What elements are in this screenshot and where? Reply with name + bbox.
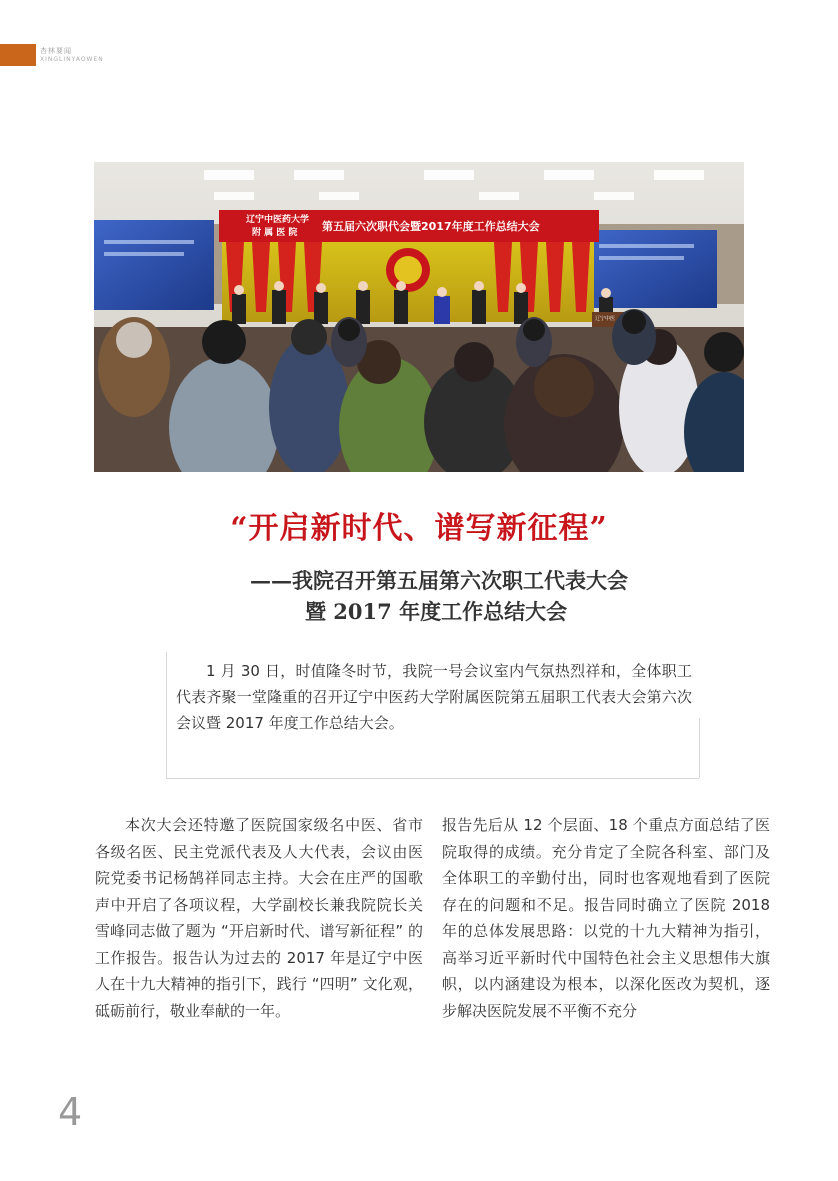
body-column-left: 本次大会还特邀了医院国家级名中医、省市各级名医、民主党派代表及人大代表，会议由医院党委书记杨鹄祥同志主持。大会在庄严的国歌声中开启了各项议程，大学副校长兼我院院长关雪峰同志做了题为 “开启新时代、谱写新征程” 的工作报告。报告认为过去的 2017 年是辽宁中医人在十九大精神的指引下，践行 “四明” 文化观，砥砺前行，敬业奉献的一年。 — [95, 816, 423, 1020]
article-intro: 1 月 30 日，时值隆冬时节，我院一号会议室内气氛热烈祥和，全体职工代表齐聚一堂隆重的召开辽宁中医药大学附属医院第五届职工代表大会第六次会议暨 2017 年度工作总结大会。 — [176, 662, 692, 732]
podium-label: 辽宁中医 — [595, 316, 616, 322]
body-column-right: 报告先后从 12 个层面、18 个重点方面总结了医院取得的成绩。充分肯定了全院各科室、部门及全体职工的辛勤付出，同时也客观地看到了医院存在的问题和不足。报告同时确立了医院 2018 年的总体发展思路：以党的十九大精神为指引，高举习近平新时代中国特色社会主义思想伟大旗帜，以内涵建设为根本，以深化医改为契机，逐步解决医院发展不平衡不充分 — [442, 816, 770, 1020]
page-number: 4 — [58, 1090, 83, 1134]
section-name: 杏林要闻 — [40, 47, 72, 55]
conference-photo — [94, 162, 744, 472]
banner-left-line2: 附 属 医 院 — [252, 228, 298, 238]
banner-main: 第五届六次职代会暨2017年度工作总结大会 — [322, 220, 540, 233]
conference-photo-illustration — [94, 162, 744, 472]
article-subtitle-line1: ——我院召开第五届第六次职工代表大会 — [250, 568, 628, 593]
article-subtitle-line2: 暨 2017 年度工作总结大会 — [305, 599, 568, 624]
banner-left-line1: 辽宁中医药大学 — [246, 215, 310, 225]
article-title: “开启新时代、谱写新征程” — [230, 511, 608, 546]
section-accent-block — [0, 44, 36, 66]
section-name-pinyin: XINGLINYAOWEN — [40, 56, 104, 63]
